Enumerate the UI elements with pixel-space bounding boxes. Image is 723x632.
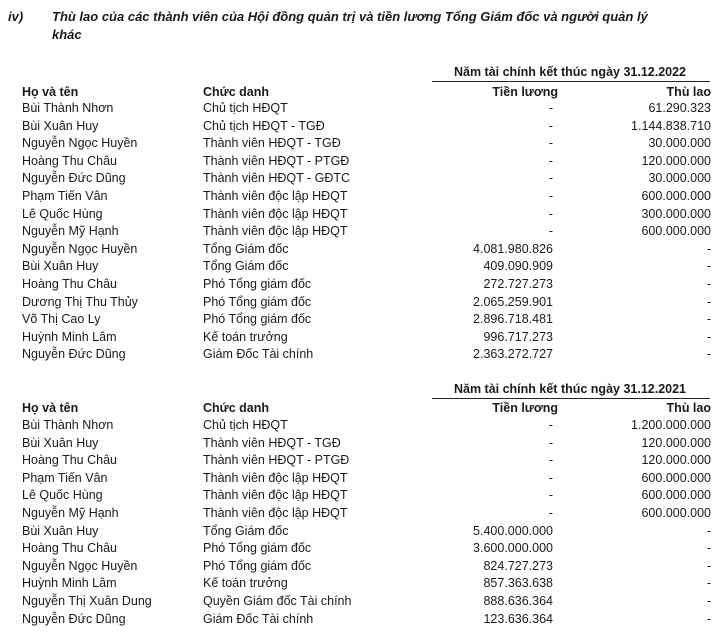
cell-title: Phó Tổng giám đốc — [203, 541, 312, 556]
cell-salary: - — [548, 506, 553, 520]
section-heading — [8, 8, 713, 44]
cell-fee: - — [706, 347, 711, 362]
cell-fee: - — [706, 523, 711, 538]
cell-fee: 120.000.000 — [641, 153, 711, 168]
cell-salary: 3.600.000.000 — [473, 541, 553, 556]
cell-title: Chủ tịch HĐQT — [203, 101, 288, 115]
cell-name: Phạm Tiến Vân — [22, 470, 108, 485]
cell-title: Thành viên độc lập HĐQT — [203, 470, 348, 485]
column-header-salary: Tiền lương — [492, 401, 558, 415]
cell-salary: - — [548, 101, 553, 115]
table-row — [0, 470, 723, 488]
table-row — [0, 276, 723, 294]
cell-title: Thành viên độc lập HĐQT — [203, 189, 348, 203]
cell-name: Nguyễn Đức Dũng — [22, 347, 126, 362]
cell-salary: 824.727.273 — [483, 558, 553, 573]
column-header-fee: Thù lao — [666, 401, 711, 415]
cell-title: Thành viên độc lập HĐQT — [203, 224, 348, 239]
heading-number: iv) — [8, 9, 24, 24]
table-row — [0, 575, 723, 593]
cell-title: Phó Tổng giám đốc — [203, 294, 312, 309]
cell-fee: - — [706, 259, 711, 274]
table-row — [0, 417, 723, 435]
cell-salary: 857.363.638 — [483, 576, 553, 591]
table-row — [0, 258, 723, 276]
table-row — [0, 523, 723, 541]
cell-fee: 1.144.838.710 — [631, 118, 711, 133]
cell-salary: 5.400.000.000 — [473, 523, 553, 538]
cell-name: Nguyễn Mỹ Hạnh — [22, 224, 119, 239]
cell-salary: 2.065.259.901 — [473, 294, 553, 309]
cell-name: Huỳnh Minh Lâm — [22, 576, 117, 591]
cell-name: Bùi Xuân Huy — [22, 523, 99, 538]
cell-fee: 600.000.000 — [641, 488, 711, 503]
cell-fee: - — [706, 312, 711, 327]
cell-salary: - — [548, 470, 553, 485]
cell-fee: 30.000.000 — [648, 171, 711, 186]
cell-title: Giám Đốc Tài chính — [203, 611, 314, 626]
cell-title: Thành viên HĐQT - PTGĐ — [203, 453, 350, 468]
cell-salary: - — [548, 206, 553, 221]
table-row — [0, 611, 723, 629]
table-row — [0, 435, 723, 453]
cell-salary: - — [548, 118, 553, 133]
cell-fee: - — [706, 576, 711, 591]
cell-salary: - — [548, 189, 553, 203]
cell-title: Thành viên độc lập HĐQT — [203, 206, 348, 221]
table-row — [0, 118, 723, 136]
column-header-name: Họ và tên — [22, 85, 79, 99]
cell-fee: - — [706, 329, 711, 344]
cell-title: Chủ tịch HĐQT — [203, 418, 288, 432]
cell-fee: - — [706, 277, 711, 291]
heading-line-1 — [8, 8, 713, 26]
table-row — [0, 505, 723, 523]
cell-fee: 600.000.000 — [641, 506, 711, 520]
column-header-title: Chức danh — [203, 401, 269, 415]
table-row — [0, 188, 723, 206]
cell-title: Tổng Giám đốc — [203, 241, 289, 256]
cell-title: Tổng Giám đốc — [203, 259, 289, 274]
cell-salary: - — [548, 171, 553, 186]
table-row — [0, 294, 723, 312]
cell-salary: 888.636.364 — [483, 594, 553, 608]
cell-title: Phó Tổng giám đốc — [203, 277, 312, 291]
cell-title: Kế toán trưởng — [203, 576, 288, 591]
table-row — [0, 540, 723, 558]
cell-salary: 4.081.980.826 — [473, 241, 553, 256]
cell-fee: 600.000.000 — [641, 470, 711, 485]
cell-title: Chủ tịch HĐQT - TGĐ — [203, 118, 325, 133]
cell-salary: 123.636.364 — [483, 611, 553, 626]
table-row — [0, 100, 723, 118]
table-row — [0, 311, 723, 329]
cell-fee: 30.000.000 — [648, 136, 711, 151]
cell-name: Nguyễn Đức Dũng — [22, 611, 126, 626]
period-label: Năm tài chính kết thúc ngày 31.12.2021 — [453, 382, 687, 396]
table-row — [0, 346, 723, 364]
cell-fee: - — [706, 558, 711, 573]
column-header-title: Chức danh — [203, 85, 269, 99]
cell-fee: - — [706, 611, 711, 626]
cell-fee: 300.000.000 — [641, 206, 711, 221]
heading-line-2: khác — [52, 27, 82, 42]
cell-title: Phó Tổng giám đốc — [203, 312, 312, 327]
table-row — [0, 206, 723, 224]
cell-name: Bùi Thành Nhơn — [22, 101, 114, 115]
cell-fee: 600.000.000 — [641, 189, 711, 203]
cell-fee: - — [706, 241, 711, 256]
cell-salary: 272.727.273 — [483, 277, 553, 291]
cell-fee: 1.200.000.000 — [631, 418, 711, 432]
cell-title: Thành viên độc lập HĐQT — [203, 506, 348, 520]
table-row — [0, 558, 723, 576]
cell-salary: 409.090.909 — [483, 259, 553, 274]
cell-fee: - — [706, 294, 711, 309]
cell-name: Bùi Thành Nhơn — [22, 418, 114, 432]
cell-fee: 600.000.000 — [641, 224, 711, 239]
cell-salary: - — [548, 136, 553, 151]
column-header-salary: Tiền lương — [492, 85, 558, 99]
cell-salary: - — [548, 153, 553, 168]
cell-fee: 120.000.000 — [641, 453, 711, 468]
cell-salary: 996.717.273 — [483, 329, 553, 344]
cell-name: Bùi Xuân Huy — [22, 259, 99, 274]
cell-title: Quyền Giám đốc Tài chính — [203, 594, 352, 608]
cell-name: Bùi Xuân Huy — [22, 118, 99, 133]
table-row — [0, 241, 723, 259]
cell-name: Phạm Tiến Vân — [22, 189, 108, 203]
cell-name: Hoàng Thu Châu — [22, 453, 117, 468]
cell-name: Nguyễn Đức Dũng — [22, 171, 126, 186]
table-row — [0, 593, 723, 611]
table-row — [0, 487, 723, 505]
period-divider — [432, 81, 710, 82]
cell-name: Hoàng Thu Châu — [22, 277, 117, 291]
cell-fee: 120.000.000 — [641, 435, 711, 450]
cell-name: Dương Thị Thu Thủy — [22, 294, 138, 309]
cell-name: Lê Quốc Hùng — [22, 488, 103, 503]
cell-salary: 2.896.718.481 — [473, 312, 553, 327]
cell-name: Bùi Xuân Huy — [22, 435, 99, 450]
cell-fee: - — [706, 594, 711, 608]
cell-title: Kế toán trưởng — [203, 329, 288, 344]
cell-name: Nguyễn Mỹ Hạnh — [22, 506, 119, 520]
cell-name: Huỳnh Minh Lâm — [22, 329, 117, 344]
cell-name: Nguyễn Ngọc Huyền — [22, 558, 138, 573]
cell-title: Thành viên HĐQT - TGĐ — [203, 435, 341, 450]
period-divider — [432, 398, 710, 399]
cell-title: Thành viên HĐQT - TGĐ — [203, 136, 341, 151]
cell-title: Thành viên độc lập HĐQT — [203, 488, 348, 503]
cell-name: Lê Quốc Hùng — [22, 206, 103, 221]
cell-title: Thành viên HĐQT - GĐTC — [203, 171, 351, 186]
table-row — [0, 135, 723, 153]
column-header-name: Họ và tên — [22, 401, 79, 415]
cell-name: Nguyễn Ngọc Huyền — [22, 241, 138, 256]
cell-name: Nguyễn Ngọc Huyền — [22, 136, 138, 151]
table-row — [0, 170, 723, 188]
cell-title: Giám Đốc Tài chính — [203, 347, 314, 362]
column-header-fee: Thù lao — [666, 85, 711, 99]
period-label: Năm tài chính kết thúc ngày 31.12.2022 — [453, 65, 687, 79]
cell-salary: - — [548, 418, 553, 432]
table-row — [0, 329, 723, 347]
cell-title: Tổng Giám đốc — [203, 523, 289, 538]
cell-name: Hoàng Thu Châu — [22, 541, 117, 556]
cell-name: Hoàng Thu Châu — [22, 153, 117, 168]
cell-fee: - — [706, 541, 711, 556]
cell-salary: 2.363.272.727 — [473, 347, 553, 362]
table-row — [0, 223, 723, 241]
cell-salary: - — [548, 453, 553, 468]
cell-title: Phó Tổng giám đốc — [203, 558, 312, 573]
cell-salary: - — [548, 435, 553, 450]
cell-salary: - — [548, 488, 553, 503]
cell-salary: - — [548, 224, 553, 239]
cell-title: Thành viên HĐQT - PTGĐ — [203, 153, 350, 168]
cell-fee: 61.290.323 — [648, 101, 711, 115]
table-row — [0, 153, 723, 171]
cell-name: Võ Thị Cao Ly — [22, 312, 101, 327]
cell-name: Nguyễn Thị Xuân Dung — [22, 594, 152, 608]
heading-text: Thù lao của các thành viên của Hội đồng quản trị và tiền lương Tổng Giám đốc và người quản lý — [52, 9, 648, 24]
table-row — [0, 452, 723, 470]
